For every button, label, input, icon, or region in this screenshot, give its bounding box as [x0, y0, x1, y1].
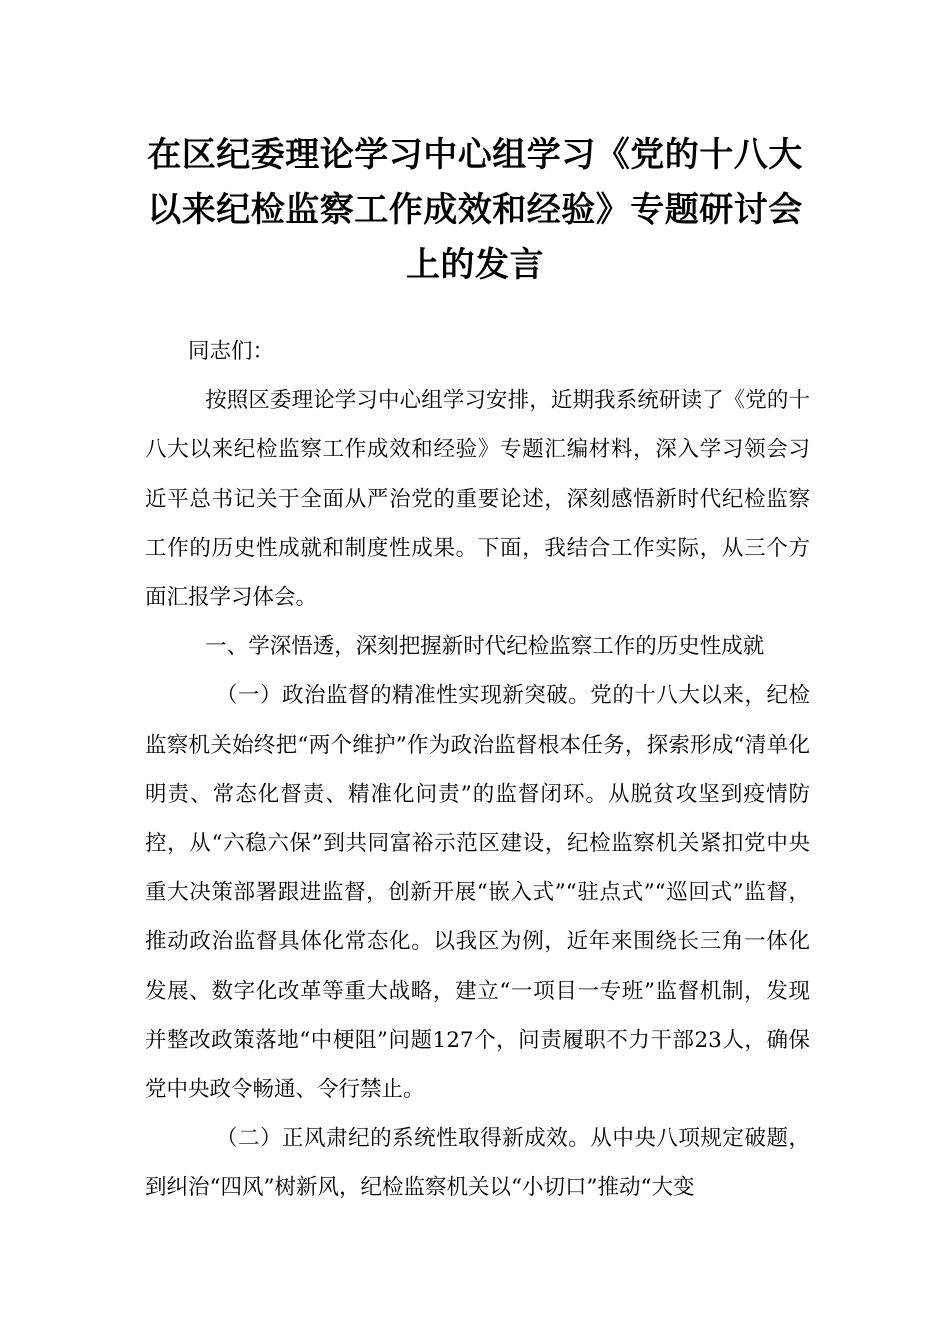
subsection-paragraph-1: （一）政治监督的精准性实现新突破。党的十八大以来，纪检监察机关始终把“两个维护”作为政治监督根本任务，探索形成“清单化明责、常态化督责、精准化问责”的监督闭环。从脱贫攻坚到疫情防控，从“六稳六保”到共同富裕示范区建设，纪检监察机关紧扣党中央重大决策部署跟进监督，创新开展“嵌入式”“驻点式”“巡回式”监督，推动政治监督具体化常态化。以我区为例，近年来围绕长三角一体化发展、数字化改革等重大战略，建立“一项目一专班”监督机制，发现并整改政策落地“中梗阻”问题127个，问责履职不力干部23人，确保党中央政令畅通、令行禁止。 — [145, 683, 810, 1103]
section-heading-1: 一、学深悟透，深刻把握新时代纪检监察工作的历史性成就 — [205, 634, 765, 660]
intro-paragraph: 按照区委理论学习中心组学习安排，近期我系统研读了《党的十八大以来纪检监察工作成效和经验》专题汇编材料，深入学习领会习近平总书记关于全面从严治党的重要论述，深刻感悟新时代纪检监察工作的历史性成就和制度性成果。下面，我结合工作实际，从三个方面汇报学习体会。 — [145, 388, 810, 611]
document-title: 在区纪委理论学习中心组学习《党的十八大以来纪检监察工作成效和经验》专题研讨会上的发言 — [147, 135, 803, 285]
document-body — [145, 327, 810, 1213]
salutation: 同志们： — [188, 339, 275, 364]
subsection-paragraph-2: （二）正风肃纪的系统性取得新成效。从中央八项规定破题，到纠治“四风”树新风，纪检监察机关以“小切口”推动“大变 — [145, 1126, 810, 1201]
